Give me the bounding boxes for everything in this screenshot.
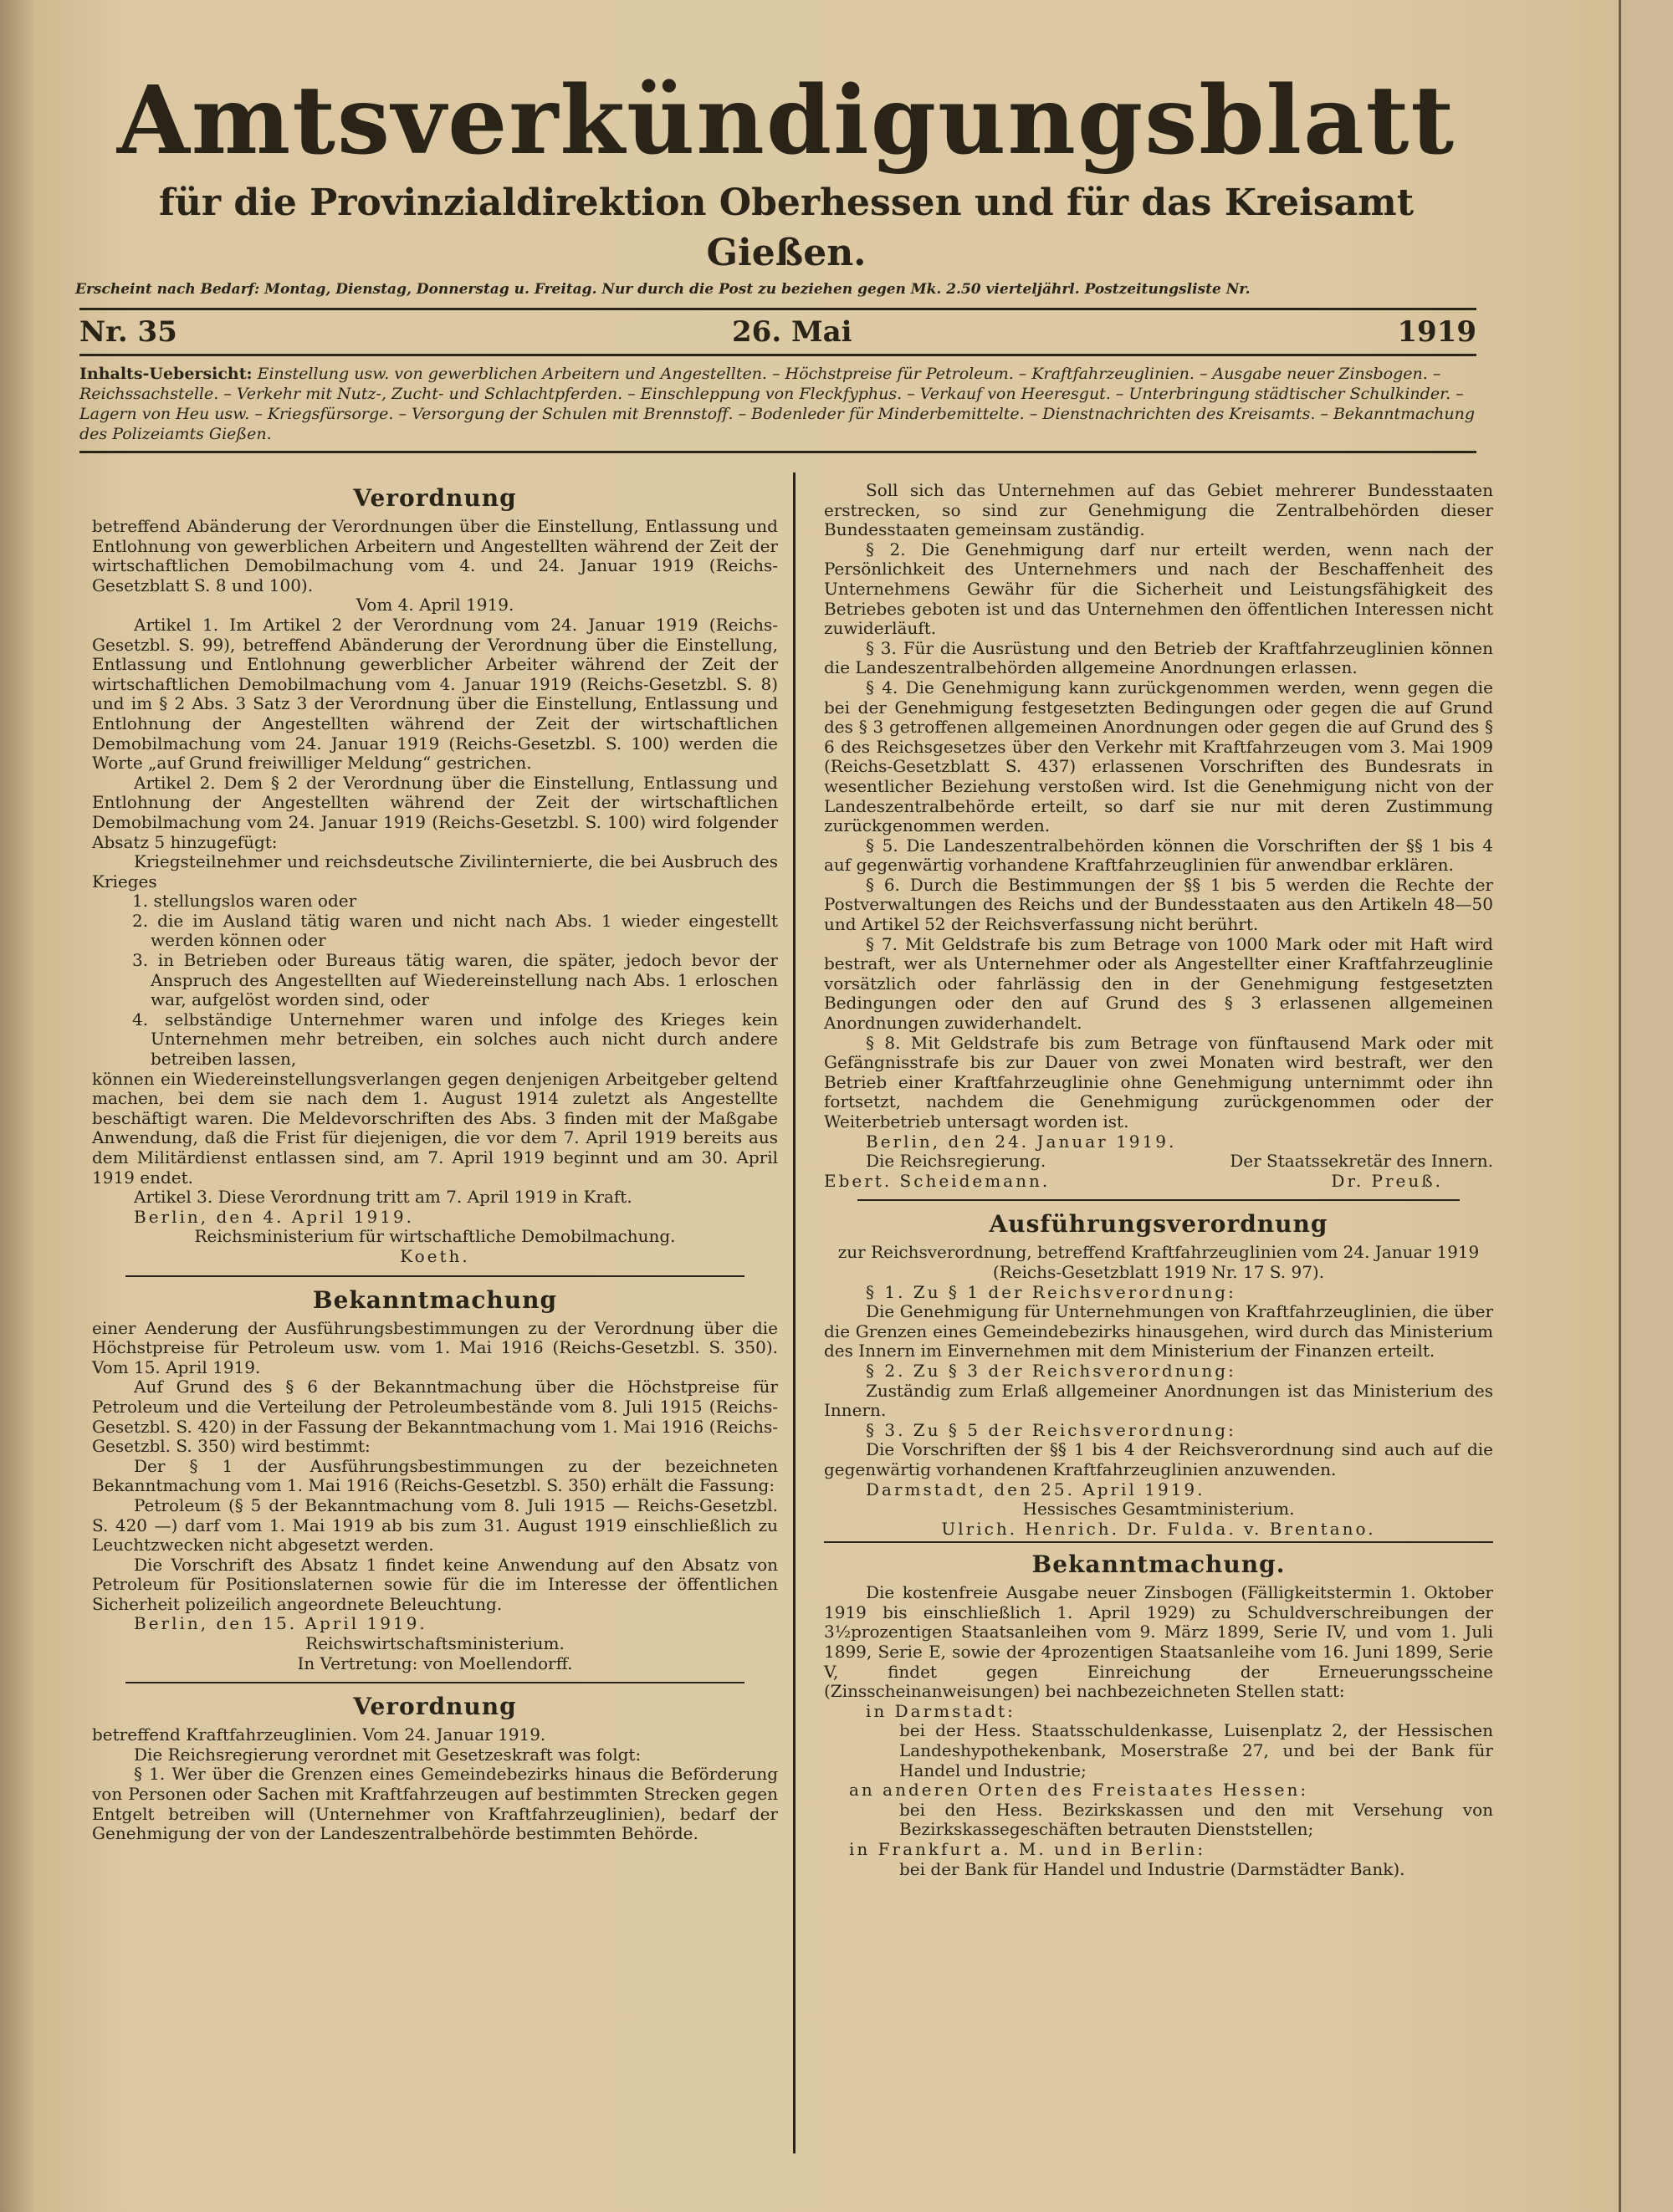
place-date: Berlin, den 24. Januar 1919. — [866, 1131, 1177, 1152]
paragraph: Auf Grund des § 6 der Bekanntmachung über die Höchstpreise für Petroleum und die Verteilung der Petroleumbestände vom 8. Juli 1915 (Reichs-Gesetzbl. S. 420) in der Fassung der Bekanntmachung vom 1. Mai 1916 (Reichs-Gesetzbl. S. 350) wird bestimmt: — [92, 1377, 778, 1457]
place-date: Berlin, den 4. April 1919. — [134, 1206, 415, 1227]
masthead — [75, 66, 1497, 300]
paragraph: bei der Hess. Staatsschuldenkasse, Luisenplatz 2, der Hessischen Landeshypothekenbank, Moserstraße 27, und bei der Bank für Handel und Industrie; — [899, 1720, 1493, 1780]
location-label: in Darmstadt: — [866, 1700, 1016, 1721]
section-heading: Verordnung — [353, 484, 517, 512]
paragraph: Kriegsteilnehmer und reichsdeutsche Zivilinternierte, die bei Ausbruch des Krieges — [92, 851, 778, 891]
paragraph: Artikel 1. Im Artikel 2 der Verordnung vom 24. Januar 1919 (Reichs-Gesetzbl. S. 99), betreffend Abänderung der Verordnung über die Einstellung, Entlassung und Entlohnung gewerblicher Arbeiter während der Zeit der wirtschaftlichen Demobilmachung vom 4. Januar 1919 (Reichs-Gesetzbl. S. 8) und im § 2 Abs. 3 Satz 3 der Verordnung über die Einstellung, Entlassung und Entlohnung der Angestellten während der Zeit der wirtschaftlichen Demobilmachung vom 24. Januar 1919 (Reichs-Gesetzbl. S. 100) werden die Worte „auf Grund freiwilliger Meldung“ gestrichen. — [92, 614, 778, 774]
contents-label: Inhalts-Uebersicht: — [79, 365, 253, 383]
paragraph: betreffend Kraftfahrzeuglinien. Vom 24. Januar 1919. — [92, 1724, 546, 1745]
issue-year: 1919 — [1397, 315, 1476, 349]
section-heading: Bekanntmachung. — [1031, 1550, 1286, 1579]
issue-line — [79, 308, 1476, 356]
paragraph: können ein Wiedereinstellungsverlangen gegen denjenigen Arbeitgeber geltend machen, bei dem sie nach dem 1. August 1914 zuletzt als Angestellte beschäftigt waren. Die Meldevorschriften des Abs. 3 finden mit der Maßgabe Anwendung, daß die Frist für diejenigen, die vor dem 7. April 1919 bereits aus dem Militärdienst entlassen sind, am 7. April 1919 beginnt und am 30. April 1919 endet. — [92, 1068, 778, 1188]
column-divider — [793, 473, 796, 2153]
paragraph: bei der Bank für Handel und Industrie (Darmstädter Bank). — [899, 1858, 1405, 1879]
paragraph: § 1. Wer über die Grenzen eines Gemeindebezirks hinaus die Beförderung von Personen oder Sachen mit Kraftfahrzeugen auf bestimmten Strecken gegen Entgelt betreiben will (Unternehmer von Kraftfahrzeuglinien), bedarf der Genehmigung der von der Landeszentralbehörde bestimmten Behörde. — [92, 1764, 778, 1844]
authority: Der Staatssekretär des Innern. — [1230, 1151, 1493, 1172]
paragraph-heading: § 3. Zu § 5 der Reichsverordnung: — [866, 1419, 1236, 1440]
paragraph: Artikel 2. Dem § 2 der Verordnung über die Einstellung, Entlassung und Entlohnung der Angestellten während der Zeit der wirtschaftlichen Demobilmachung vom 24. Januar 1919 (Reichs-Gesetzbl. S. 100) wird folgender Absatz 5 hinzugefügt: — [92, 772, 778, 852]
section-heading: Verordnung — [353, 1693, 517, 1721]
paragraph: Die Vorschrift des Absatz 1 findet keine Anwendung auf den Absatz von Petroleum für Positionslaternen sowie für die im Interesse der öffentlichen Sicherheit polizeilich angeordnete Beleuchtung. — [92, 1554, 778, 1614]
paragraph: Der § 1 der Ausführungsbestimmungen zu der bezeichneten Bekanntmachung vom 1. Mai 1916 (Reichs-Gesetzbl. S. 350) erhält die Fassung: — [92, 1455, 778, 1496]
right-column — [824, 481, 1493, 1879]
signature: Ulrich. Henrich. Dr. Fulda. v. Brentano. — [824, 1520, 1493, 1544]
authority: Reichsministerium für wirtschaftliche Demobilmachung. — [194, 1226, 676, 1247]
paragraph: einer Aenderung der Ausführungsbestimmungen zu der Verordnung über die Höchstpreise für Petroleum usw. vom 1. Mai 1916 (Reichs-Gesetzbl. S. 350). Vom 15. April 1919. — [92, 1317, 778, 1377]
paragraph: Die kostenfreie Ausgabe neuer Zinsbogen (Fälligkeitstermin 1. Oktober 1919 bis einschließlich 1. April 1929) zu Schuldverschreibungen der 3½prozentigen Staatsanleihen vom 9. März 1899, Serie IV, und vom 1. Juli 1899, Serie E, sowie der 4prozentigen Staatsanleihe vom 16. Juni 1899, Serie V, findet gegen Einreichung der Erneuerungsscheine (Zinsscheinanweisungen) bei nachbezeichneten Stellen statt: — [824, 1582, 1493, 1702]
paragraph: Die Reichsregierung verordnet mit Gesetzeskraft was folgt: — [134, 1744, 642, 1765]
newspaper-subtitle: für die Provinzialdirektion Oberhessen und für das Kreisamt Gießen. — [158, 181, 1415, 274]
paragraph: Petroleum (§ 5 der Bekanntmachung vom 8. Juli 1915 — Reichs-Gesetzbl. S. 420 —) darf vom 1. Mai 1919 ab bis zum 31. August 1919 einschließlich zu Leuchtzwecken nicht abgesetzt werden. — [92, 1494, 778, 1556]
signature: Dr. Preuß. — [1331, 1170, 1443, 1191]
newspaper-title: Amtsverkündigungsblatt — [116, 66, 1456, 176]
adjacent-page-edge — [1619, 0, 1673, 2212]
section-divider — [125, 1275, 744, 1277]
location-label: in Frankfurt a. M. und in Berlin: — [849, 1839, 1206, 1859]
list-item: 3. in Betrieben oder Bureaus tätig waren, die später, jedoch bevor der Anspruch des Angestellten auf Wiedereinstellung nach Abs. 1 erloschen war, aufgelöst worden sind, oder — [132, 950, 778, 1010]
paragraph: Soll sich das Unternehmen auf das Gebiet mehrerer Bundesstaaten erstrecken, so sind zur Genehmigung die Zentralbehörden dieser Bundesstaaten gemeinsam zuständig. — [824, 480, 1493, 540]
paragraph: Die Genehmigung für Unternehmungen von Kraftfahrzeuglinien, die über die Grenzen eines Gemeindebezirks hinausgehen, wird durch das Ministerium des Innern im Einvernehmen mit dem Ministerium der Finanzen erteilt. — [824, 1301, 1493, 1361]
section-divider — [857, 1199, 1460, 1201]
paragraph: § 3. Für die Ausrüstung und den Betrieb der Kraftfahrzeuglinien können die Landeszentralbehörden allgemeine Anordnungen erlassen. — [824, 637, 1493, 678]
paragraph: § 5. Die Landeszentralbehörden können die Vorschriften der §§ 1 bis 4 auf gegenwärtig vorhandene Kraftfahrzeuglinien für anwendbar erklären. — [824, 835, 1493, 876]
list-item: 2. die im Ausland tätig waren und nicht nach Abs. 1 wieder eingestellt werden können oder — [132, 910, 778, 951]
table-of-contents — [79, 364, 1476, 453]
authority: Hessisches Gesamtministerium. — [1022, 1499, 1295, 1520]
binding-edge — [0, 0, 35, 2212]
authority: Reichswirtschaftsministerium. — [305, 1633, 565, 1654]
place-date: Berlin, den 15. April 1919. — [134, 1613, 427, 1634]
paragraph-heading: § 1. Zu § 1 der Reichsverordnung: — [866, 1281, 1236, 1302]
paragraph: Artikel 3. Diese Verordnung tritt am 7. April 1919 in Kraft. — [134, 1187, 632, 1208]
paragraph: zur Reichsverordnung, betreffend Kraftfahrzeuglinien vom 24. Januar 1919 (Reichs-Gesetzblatt 1919 Nr. 17 S. 97). — [837, 1242, 1480, 1282]
paragraph: § 6. Durch die Bestimmungen der §§ 1 bis 5 werden die Rechte der Postverwaltungen des Reichs und der Bundesstaaten aus den Artikeln 48—50 und Artikel 52 der Reichsverfassung nicht berührt. — [824, 874, 1493, 935]
contents-text: Einstellung usw. von gewerblichen Arbeitern und Angestellten. – Höchstpreise für Petroleum. – Kraftfahrzeuglinien. – Ausgabe neuer Zinsbogen. – Reichssachstelle. – Verkehr mit Nutz-, Zucht- und Schlachtpferden. – Einschleppung von Fleckfyphus. – Verkauf von Heeresgut. – Unterbringung städtischer Schulkinder. – Lagern von Heu usw. – Kriegsfürsorge. – Versorgung der Schulen mit Brennstoff. – Bodenleder für Minderbemittelte. – Dienstnachrichten des Kreisamts. – Bekanntmachung des Polizeiamts Gießen. — [79, 365, 1475, 443]
list-item: 4. selbständige Unternehmer waren und infolge des Krieges kein Unternehmen mehr betreiben, ein solches auch nicht durch andere betreiben lassen, — [132, 1009, 778, 1070]
signature: Koeth. — [400, 1245, 470, 1266]
paragraph: Zuständig zum Erlaß allgemeiner Anordnungen ist das Ministerium des Innern. — [824, 1380, 1493, 1421]
paragraph: § 7. Mit Geldstrafe bis zum Betrage von 1000 Mark oder mit Haft wird bestraft, wer als Unternehmer oder als Angestellter einer Kraftfahrzeuglinie vorsätzlich oder fahrlässig den in der Genehmigung festgesetzten Bedingungen oder den auf Grund des § 3 erlassenen allgemeinen Anordnungen zuwiderhandelt. — [824, 933, 1493, 1034]
paragraph: bei den Hess. Bezirkskassen und den mit Versehung von Bezirkskassegeschäften betrauten Dienststellen; — [899, 1799, 1493, 1840]
signature: In Vertretung: von Moellendorff. — [297, 1653, 573, 1673]
place-date: Darmstadt, den 25. April 1919. — [866, 1479, 1205, 1499]
location-label: an anderen Orten des Freistaates Hessen: — [849, 1780, 1309, 1801]
issue-number: Nr. 35 — [79, 315, 177, 349]
paragraph: § 4. Die Genehmigung kann zurückgenommen werden, wenn gegen die bei der Genehmigung festgesetzten Bedingungen oder gegen die auf Grund des § 3 getroffenen allgemeinen Anordnungen oder gegen die auf Grund des § 6 des Reichsgesetzes über den Verkehr mit Kraftfahrzeugen vom 3. Mai 1909 (Reichs-Gesetzblatt S. 437) erlassenen Vorschriften des Bundesrats in wesentlicher Beziehung verstoßen wird. Ist die Genehmigung nicht von der Landeszentralbehörde erteilt, so darf sie nur mit deren Zustimmung zurückgenommen werden. — [824, 677, 1493, 836]
paragraph: § 2. Die Genehmigung darf nur erteilt werden, wenn nach der Persönlichkeit des Unternehmers und nach der Beschaffenheit des Unternehmens Gewähr für die Sicherheit und Leistungsfähigkeit des Betriebes geboten ist und das Unternehmen den öffentlichen Interessen nicht zuwiderläuft. — [824, 539, 1493, 639]
signature: Ebert. Scheidemann. — [824, 1170, 1051, 1191]
paragraph: Vom 4. April 1919. — [356, 595, 514, 616]
left-column — [92, 477, 778, 1844]
signature-row — [824, 1152, 1493, 1172]
paragraph: betreffend Abänderung der Verordnungen über die Einstellung, Entlassung und Entlohnung von gewerblichen Arbeitern und Angestellten während der Zeit der wirtschaftlichen Demobilmachung vom 4. und 24. Januar 1919 (Reichs-Gesetzblatt S. 8 und 100). — [92, 516, 778, 595]
signature-row — [824, 1172, 1493, 1192]
section-heading: Bekanntmachung — [312, 1285, 558, 1314]
paragraph: Die Vorschriften der §§ 1 bis 4 der Reichsverordnung sind auch auf die gegenwärtig vorhandenen Kraftfahrzeuglinien anzuwenden. — [824, 1439, 1493, 1479]
paragraph: § 8. Mit Geldstrafe bis zum Betrage von fünftausend Mark oder mit Gefängnisstrafe bis zur Dauer von zwei Monaten wird bestraft, wer den Betrieb einer Kraftfahrzeuglinie ohne Genehmigung unternimmt oder ihn fortsetzt, nachdem die Genehmigung zurückgenommen oder der Weiterbetrieb untersagt worden ist. — [824, 1032, 1493, 1132]
authority: Die Reichsregierung. — [866, 1151, 1046, 1172]
section-heading: Ausführungsverordnung — [989, 1210, 1328, 1239]
section-divider — [125, 1682, 744, 1683]
paragraph-heading: § 2. Zu § 3 der Reichsverordnung: — [866, 1360, 1236, 1381]
list-item: 1. stellungslos waren oder — [132, 891, 357, 912]
issue-date: 26. Mai — [732, 315, 852, 349]
publication-terms: Erscheint nach Bedarf: Montag, Dienstag, Donnerstag u. Freitag. Nur durch die Post zu beziehen gegen Mk. 2.50 vierteljährl. Postzeitungsliste Nr. — [75, 281, 1251, 298]
